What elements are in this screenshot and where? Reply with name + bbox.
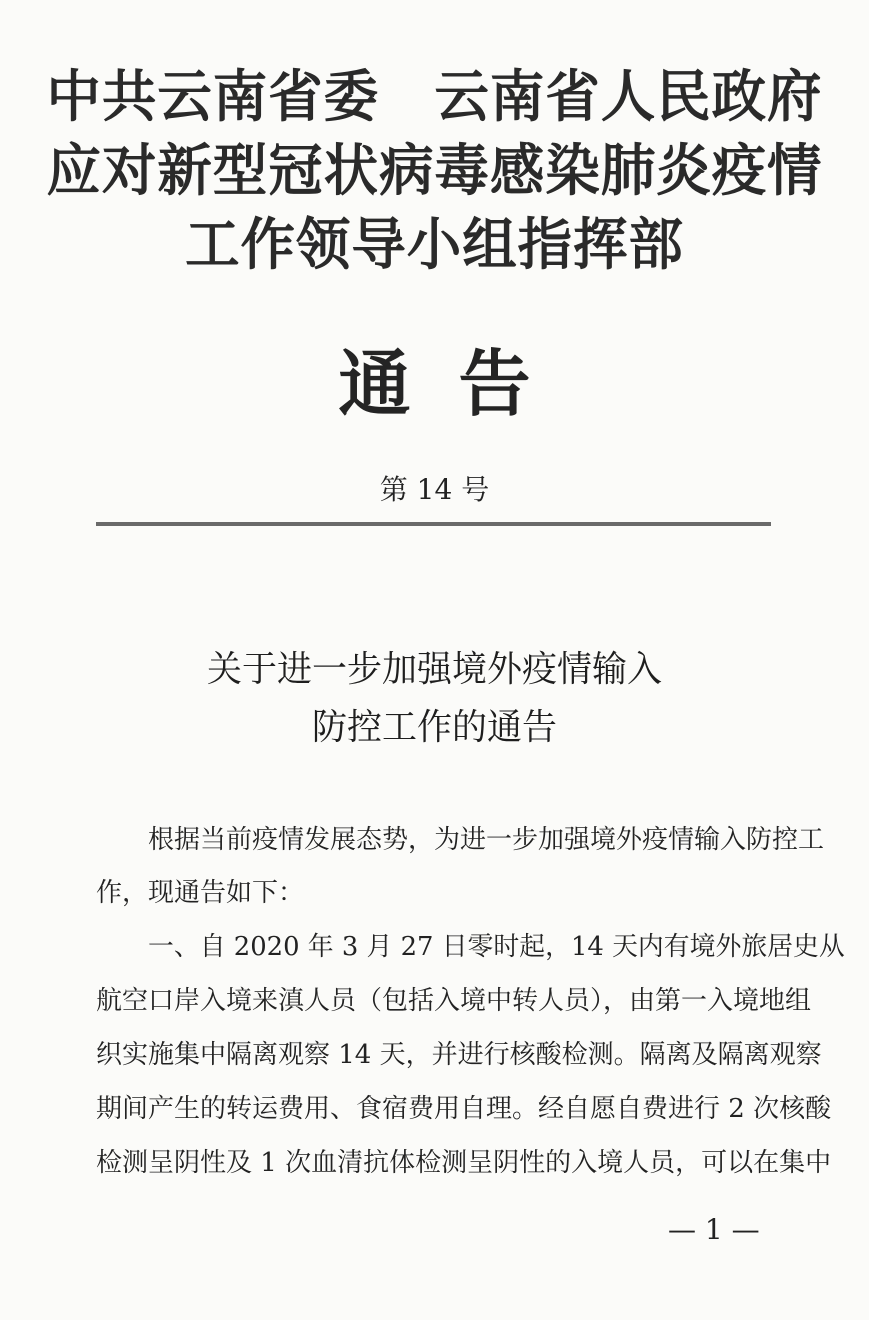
- body-line: 作，现通告如下：: [96, 878, 305, 908]
- page-number: — 1 —: [668, 1213, 760, 1246]
- body-line: 一、自 2020 年 3 月 27 日零时起，14 天内有境外旅居史从: [148, 932, 845, 962]
- body-line: 期间产生的转运费用、食宿费用自理。经自愿自费进行 2 次核酸: [96, 1094, 832, 1124]
- issuing-authority-line-2: 应对新型冠状病毒感染肺炎疫情: [46, 139, 823, 204]
- document-number: 第 14 号: [379, 473, 490, 506]
- issuing-authority-line-1: 中共云南省委 云南省人民政府: [46, 65, 823, 130]
- issuing-authority-line-3: 工作领导小组指挥部: [185, 213, 684, 278]
- body-line: 检测呈阴性及 1 次血清抗体检测呈阴性的入境人员，可以在集中: [96, 1148, 832, 1178]
- header-divider: [96, 522, 771, 526]
- body-line: 根据当前疫情发展态势，为进一步加强境外疫情输入防控工: [148, 825, 825, 855]
- body-line: 航空口岸入境来滇人员（包括入境中转人员），由第一入境地组: [96, 986, 812, 1016]
- body-line: 织实施集中隔离观察 14 天，并进行核酸检测。隔离及隔离观察: [96, 1040, 822, 1070]
- notice-title-line-1: 关于进一步加强境外疫情输入: [206, 649, 663, 690]
- document-type-heading: 通告: [338, 342, 579, 426]
- notice-title-line-2: 防控工作的通告: [311, 707, 558, 748]
